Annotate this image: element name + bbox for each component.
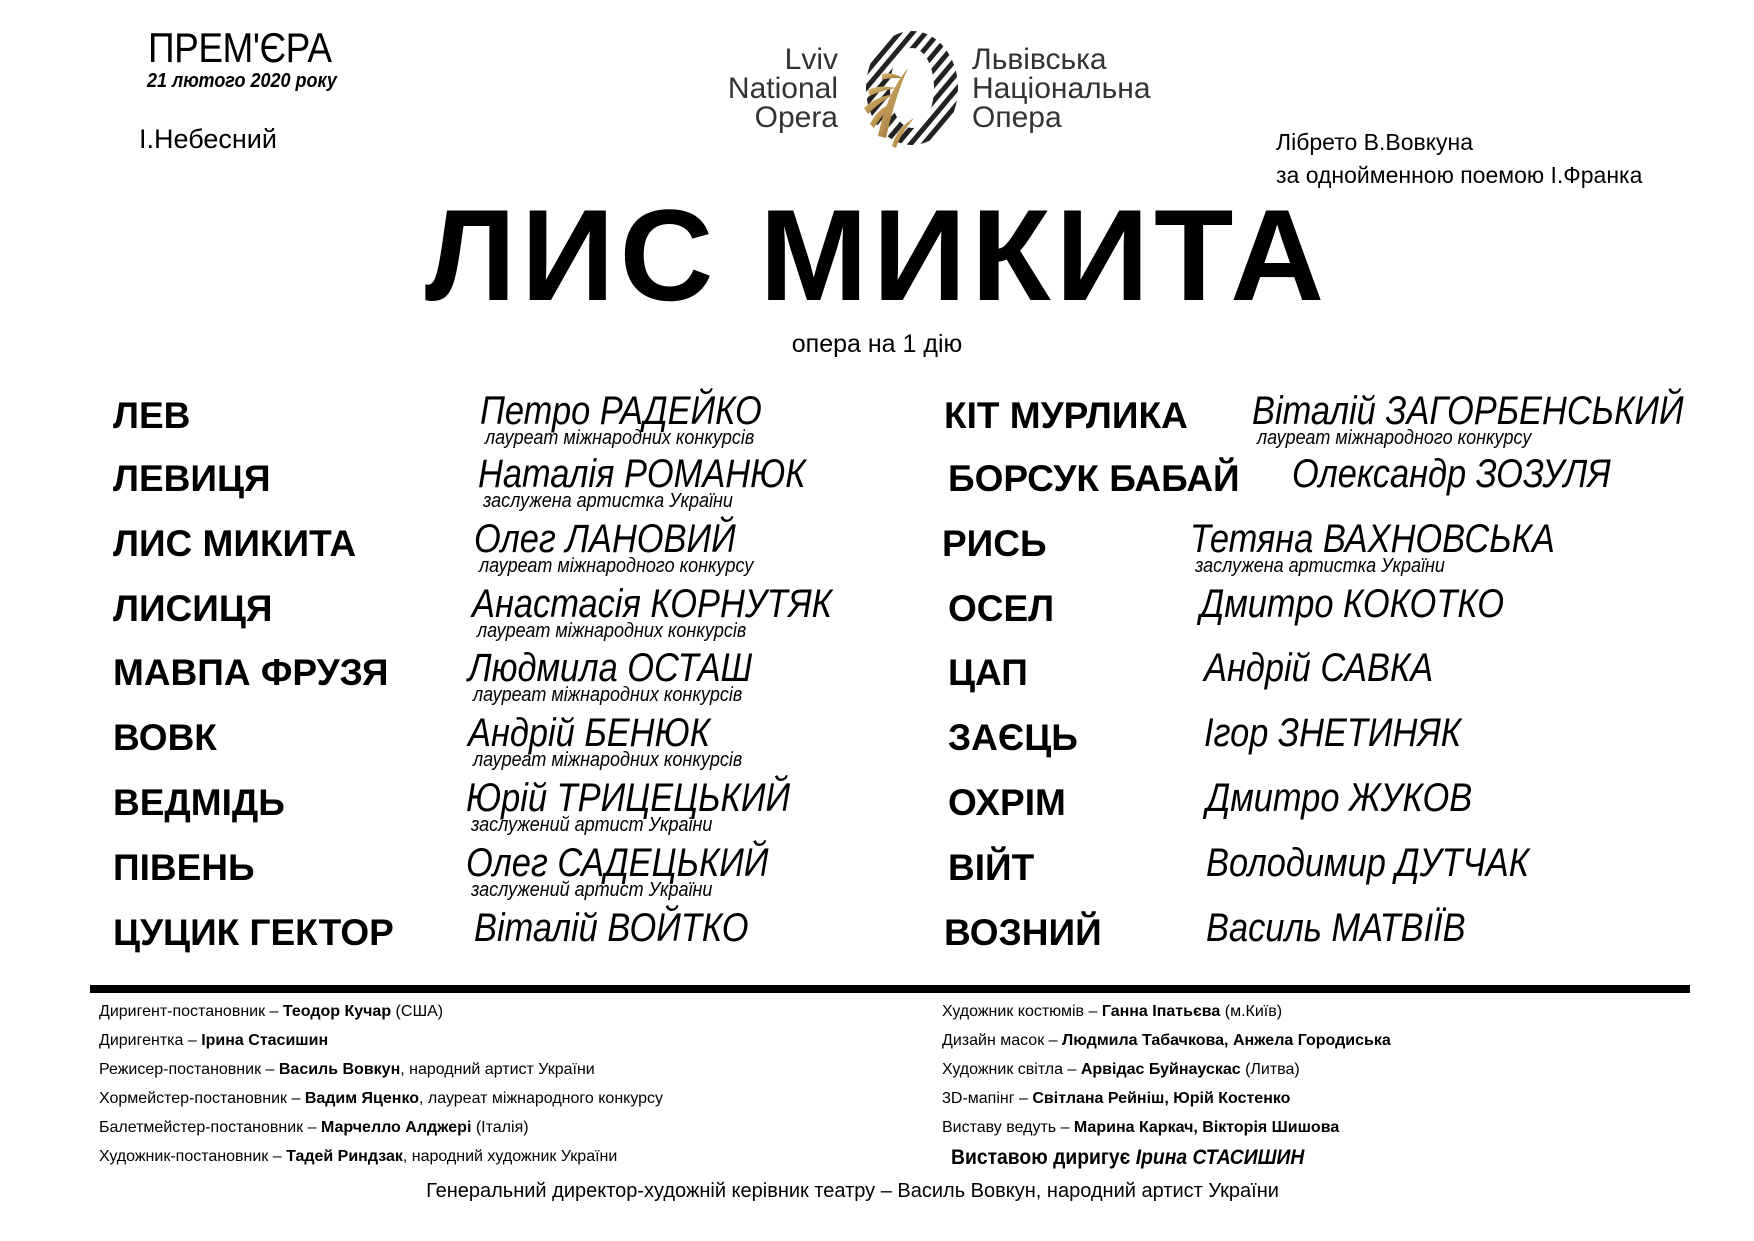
cast-role: ЛИС МИКИТА xyxy=(113,523,357,564)
cast-performer: Олег САДЕЦЬКИЙ xyxy=(466,841,769,885)
cast-role: БОРСУК БАБАЙ xyxy=(948,458,1240,499)
credit-line xyxy=(99,997,663,1026)
credit-position: 3D-мапінг – xyxy=(942,1090,1033,1107)
credit-position: Хормейстер-постановник – xyxy=(99,1090,305,1107)
cast-performer-honor: заслужена артистка України xyxy=(483,490,733,512)
credit-line xyxy=(99,1142,663,1171)
cast-role: ВЕДМІДЬ xyxy=(113,782,285,823)
cast-performer: Юрій ТРИЦЕЦЬКИЙ xyxy=(466,776,791,820)
cast-performer-honor: заслужений артист України xyxy=(471,879,713,901)
credit-line xyxy=(942,997,1391,1026)
cast-performer: Василь МАТВІЇВ xyxy=(1206,906,1466,950)
credit-position: Виставу ведуть – xyxy=(942,1119,1074,1136)
credit-line xyxy=(99,1055,663,1084)
cast-performer: Петро РАДЕЙКО xyxy=(480,389,762,433)
poster-designer: І.Небесний xyxy=(139,124,277,154)
credit-note: , народний артист України xyxy=(400,1061,595,1078)
cast-performer: Віталій ВОЙТКО xyxy=(474,906,749,950)
credit-name: Ганна Іпатьєва xyxy=(1101,1003,1221,1020)
credit-name: Марина Каркач, Вікторія Шишова xyxy=(1073,1119,1340,1136)
conductor-line xyxy=(951,1146,1304,1170)
libretto-source-line: за однойменною поемою І.Франка xyxy=(1276,162,1643,188)
cast-role: ВІЙТ xyxy=(948,847,1035,888)
credit-line xyxy=(942,1113,1391,1142)
credit-note: , лауреат міжнародного конкурсу xyxy=(419,1090,664,1107)
opera-logo-icon xyxy=(848,28,966,148)
cast-performer: Олег ЛАНОВИЙ xyxy=(474,517,736,561)
cast-role: ЦАП xyxy=(948,652,1028,693)
cast-role: ВОЗНИЙ xyxy=(944,912,1102,953)
opera-subtitle: опера на 1 дію xyxy=(791,330,963,358)
logo-ua-line: Національна xyxy=(972,72,1151,105)
divider-rule xyxy=(90,985,1690,993)
cast-performer: Андрій БЕНЮК xyxy=(468,711,710,755)
credit-name: Тадей Риндзак xyxy=(286,1148,403,1165)
credit-position: Художник світла – xyxy=(942,1061,1081,1078)
cast-performer-honor: лауреат міжнародних конкурсів xyxy=(473,684,743,706)
credit-name: Людмила Табачкова, Анжела Городиська xyxy=(1062,1032,1391,1049)
cast-performer: Наталія РОМАНЮК xyxy=(478,452,806,496)
conductor-name: Ірина СТАСИШИН xyxy=(1135,1146,1305,1169)
cast-performer: Дмитро КОКОТКО xyxy=(1200,582,1504,626)
credit-name: Вадим Яценко xyxy=(304,1090,420,1107)
cast-role: ОСЕЛ xyxy=(948,588,1055,629)
credit-name: Арвідас Буйнаускас xyxy=(1080,1061,1241,1078)
credit-position: Художник-постановник – xyxy=(99,1148,287,1165)
cast-performer-honor: заслужений артист України xyxy=(471,814,713,836)
credit-line xyxy=(942,1084,1391,1113)
cast-performer-honor: лауреат міжнародних конкурсів xyxy=(473,749,743,771)
credit-note: (США) xyxy=(391,1003,444,1020)
cast-role: ПІВЕНЬ xyxy=(113,847,255,888)
cast-role: КІТ МУРЛИКА xyxy=(944,395,1188,436)
cast-performer-honor: лауреат міжнародних конкурсів xyxy=(485,427,755,449)
opera-title: ЛИС МИКИТА xyxy=(424,182,1330,328)
cast-performer: Володимир ДУТЧАК xyxy=(1206,841,1530,885)
credit-line xyxy=(942,1026,1391,1055)
cast-performer: Тетяна ВАХНОВСЬКА xyxy=(1190,517,1555,561)
credit-position: Дизайн масок – xyxy=(942,1032,1062,1049)
credit-name: Ірина Стасишин xyxy=(201,1032,329,1049)
cast-performer: Віталій ЗАГОРБЕНСЬКИЙ xyxy=(1252,389,1684,433)
logo-en-line: National xyxy=(727,72,838,105)
credit-name: Василь Вовкун xyxy=(278,1061,401,1078)
cast-performer-honor: лауреат міжнародних конкурсів xyxy=(477,620,747,642)
logo-text-ua xyxy=(972,45,1151,132)
libretto-line: Лібрето В.Вовкуна xyxy=(1276,129,1474,155)
cast-role: ЛЕВИЦЯ xyxy=(113,458,271,499)
credit-note: , народний художник України xyxy=(402,1148,618,1165)
logo-en-line: Lviv xyxy=(784,43,838,76)
cast-role: ВОВК xyxy=(113,717,217,758)
cast-role: ЦУЦИК ГЕКТОР xyxy=(113,912,394,953)
credit-position: Балетмейстер-постановник – xyxy=(99,1119,321,1136)
credit-name: Марчелло Алджері xyxy=(320,1119,472,1136)
cast-role: ЛЕВ xyxy=(113,395,191,436)
cast-performer: Ігор ЗНЕТИНЯК xyxy=(1204,711,1462,755)
cast-performer: Дмитро ЖУКОВ xyxy=(1206,776,1473,820)
logo-en-line: Opera xyxy=(754,101,838,134)
credits-left xyxy=(99,997,663,1171)
credit-note: (Італія) xyxy=(471,1119,529,1136)
credit-position: Художник костюмів – xyxy=(942,1003,1102,1020)
premiere-label: ПРЕМ'ЄРА xyxy=(148,24,332,71)
libretto-info xyxy=(1276,126,1642,192)
credit-line xyxy=(99,1113,663,1142)
cast-performer: Людмила ОСТАШ xyxy=(468,646,753,690)
credits-right xyxy=(942,997,1391,1142)
credit-name: Теодор Кучар xyxy=(282,1003,392,1020)
credit-line xyxy=(99,1026,663,1055)
cast-performer-honor: лауреат міжнародного конкурсу xyxy=(1257,427,1532,449)
credit-position: Режисер-постановник – xyxy=(99,1061,279,1078)
footer-director: Генеральний директор-художній керівник театру – Василь Вовкун, народний артист України xyxy=(426,1180,1279,1202)
cast-role: ОХРІМ xyxy=(948,782,1066,823)
cast-performer: Анастасія КОРНУТЯК xyxy=(472,582,832,626)
credit-line xyxy=(99,1084,663,1113)
cast-role: МАВПА ФРУЗЯ xyxy=(113,652,389,693)
cast-performer-honor: лауреат міжнародного конкурсу xyxy=(479,555,754,577)
logo-text-en xyxy=(700,45,838,132)
cast-performer: Олександр ЗОЗУЛЯ xyxy=(1292,452,1611,496)
cast-role: ЛИСИЦЯ xyxy=(113,588,273,629)
credit-position: Диригент-постановник – xyxy=(99,1003,283,1020)
logo-ua-line: Львівська xyxy=(972,43,1107,76)
credit-position: Диригентка – xyxy=(99,1032,202,1049)
credit-note: (м.Київ) xyxy=(1220,1003,1283,1020)
cast-role: ЗАЄЦЬ xyxy=(948,717,1078,758)
logo-ua-line: Опера xyxy=(972,101,1062,134)
credit-name: Світлана Рейніш, Юрій Костенко xyxy=(1032,1090,1291,1107)
cast-performer: Андрій САВКА xyxy=(1204,646,1434,690)
credit-note: (Литва) xyxy=(1240,1061,1300,1078)
cast-performer-honor: заслужена артистка України xyxy=(1195,555,1445,577)
credit-line xyxy=(942,1055,1391,1084)
conductor-label: Виставою диригує xyxy=(951,1146,1136,1169)
cast-role: РИСЬ xyxy=(942,523,1047,564)
premiere-date: 21 лютого 2020 року xyxy=(147,70,337,92)
